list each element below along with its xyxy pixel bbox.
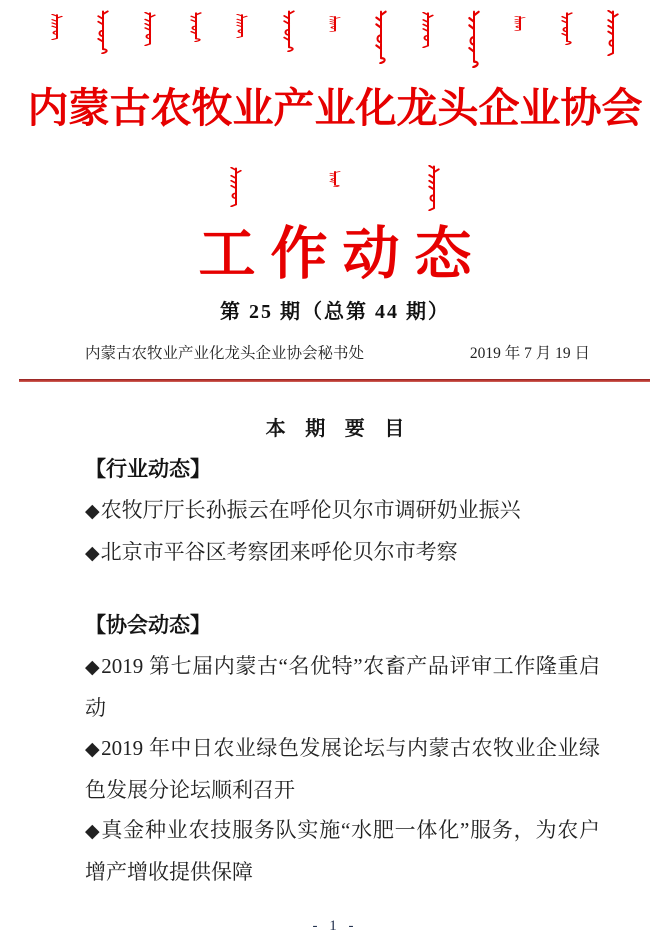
section-title: 【协会动态】 [85,614,211,637]
mongolian-word-glyph [96,10,110,54]
mongolian-word-glyph [328,16,342,32]
mongolian-word-glyph [235,14,249,38]
toc-item [85,490,600,532]
diamond-bullet-icon: ◆ [85,501,100,522]
diamond-bullet-icon: ◆ [85,739,101,760]
publisher-name: 内蒙古农牧业产业化龙头企业协会秘书处 [85,345,365,362]
mongolian-word-glyph [282,10,296,52]
diamond-bullet-icon: ◆ [85,543,100,564]
mongolian-word-glyph [427,165,441,211]
org-title: 内蒙古农牧业产业化龙头企业协会 [27,85,643,131]
mongolian-script-row-top [50,10,620,74]
toc-item [85,810,600,892]
toc-item-text: 2019 年中日农业绿色发展论坛与内蒙古农牧业企业绿色发展分论坛顺利召开 [85,736,600,802]
masthead-divider-rule [19,379,650,382]
toc-item-text: 真金种业农技服务队实施“水肥一体化”服务，为农户增产增收提供保障 [85,818,600,884]
contents-list [85,456,600,892]
contents-heading: 本 期 要 目 [265,418,412,440]
toc-item [85,646,600,728]
mongolian-script-row-mid [229,165,441,215]
diamond-bullet-icon: ◆ [85,821,101,842]
publisher-row [85,344,590,364]
mongolian-word-glyph [229,167,243,207]
toc-item [85,532,600,574]
toc-item-text: 2019 第七届内蒙古“名优特”农畜产品评审工作隆重启动 [85,654,600,720]
page-number: - 1 - [312,918,358,934]
toc-item [85,728,600,810]
toc-section [85,612,600,892]
diamond-bullet-icon: ◆ [85,657,101,678]
mongolian-word-glyph [467,10,481,68]
section-title: 【行业动态】 [85,458,211,481]
toc-item-text: 北京市平谷区考察团来呼伦贝尔市考察 [100,540,458,564]
mongolian-word-glyph [374,10,388,64]
issue-number: 第 25 期（总第 44 期） [220,301,450,323]
publish-date: 2019 年 7 月 19 日 [469,345,590,362]
mongolian-word-glyph [560,12,574,45]
mongolian-word-glyph [606,10,620,56]
bulletin-title: 工作动态 [198,223,487,286]
mongolian-word-glyph [513,16,527,31]
toc-item-text: 农牧厅厅长孙振云在呼伦贝尔市调研奶业振兴 [100,498,521,522]
mongolian-word-glyph [328,171,342,187]
mongolian-word-glyph [421,12,435,48]
toc-section [85,456,600,574]
mongolian-word-glyph [143,12,157,46]
mongolian-word-glyph [189,12,203,42]
mongolian-word-glyph [50,14,64,40]
